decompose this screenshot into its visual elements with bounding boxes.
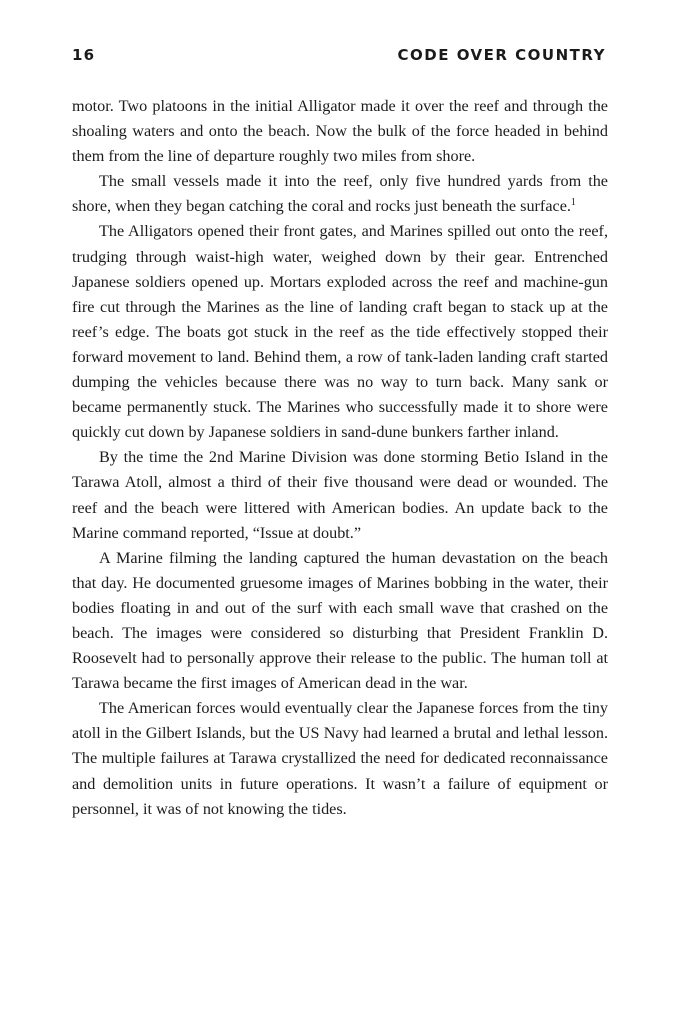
paragraph-3	[72, 219, 608, 445]
paragraph-1	[72, 94, 608, 169]
paragraph-2	[72, 169, 608, 219]
paragraph-5-text: A Marine filming the landing captured the human devastation on the beach that day. He documented gruesome images of Marines bobbing in the water, their bodies floating in and out of the surf with each small wave that crashed on the beach. The images were considered so disturbing that President Franklin D. Roosevelt had to personally approve their release to the public. The human toll at Tarawa became the first images of American dead in the war.	[72, 548, 608, 693]
book-title: CODE OVER COUNTRY	[397, 46, 606, 64]
body-text	[72, 94, 608, 822]
paragraph-3-text: The Alligators opened their front gates, and Marines spilled out onto the reef, trudging through waist-high water, weighed down by their gear. Entrenched Japanese soldiers opened up. Mortars exploded across the reef and machine-gun fire cut through the Marines as the line of landing craft began to stack up at the reef’s edge. The boats got stuck in the reef as the tide effectively stopped their forward movement to land. Behind them, a row of tank-laden landing craft started dumping the vehicles because there was no way to turn back. Many sank or became permanently stuck. The Marines who successfully made it to shore were quickly cut down by Japanese soldiers in sand-dune bunkers farther inland.	[72, 222, 608, 442]
paragraph-2-text: The small vessels made it into the reef, only five hundred yards from the shore, when they began catching the coral and rocks just beneath the surface.	[72, 172, 608, 216]
paragraph-4-text: By the time the 2nd Marine Division was done storming Betio Island in the Tarawa Atoll, almost a third of their five thousand were dead or wounded. The reef and the beach were littered with American bodies. An update back to the Marine command reported, “Issue at doubt.”	[72, 448, 608, 542]
paragraph-1-text: motor. Two platoons in the initial Alligator made it over the reef and through the shoaling waters and onto the beach. Now the bulk of the force headed in behind them from the line of departure roughly two miles from shore.	[72, 97, 608, 166]
paragraph-6	[72, 696, 608, 821]
running-head	[72, 44, 606, 66]
paragraph-6-text: The American forces would eventually clear the Japanese forces from the tiny atoll in the Gilbert Islands, but the US Navy had learned a brutal and lethal lesson. The multiple failures at Tarawa crystallized the need for dedicated reconnaissance and demolition units in future operations. It wasn’t a failure of equipment or personnel, it was of not knowing the tides.	[72, 699, 608, 818]
paragraph-5	[72, 546, 608, 697]
paragraph-4	[72, 445, 608, 545]
footnote-marker: 1	[570, 197, 576, 209]
page-number: 16	[72, 46, 96, 64]
